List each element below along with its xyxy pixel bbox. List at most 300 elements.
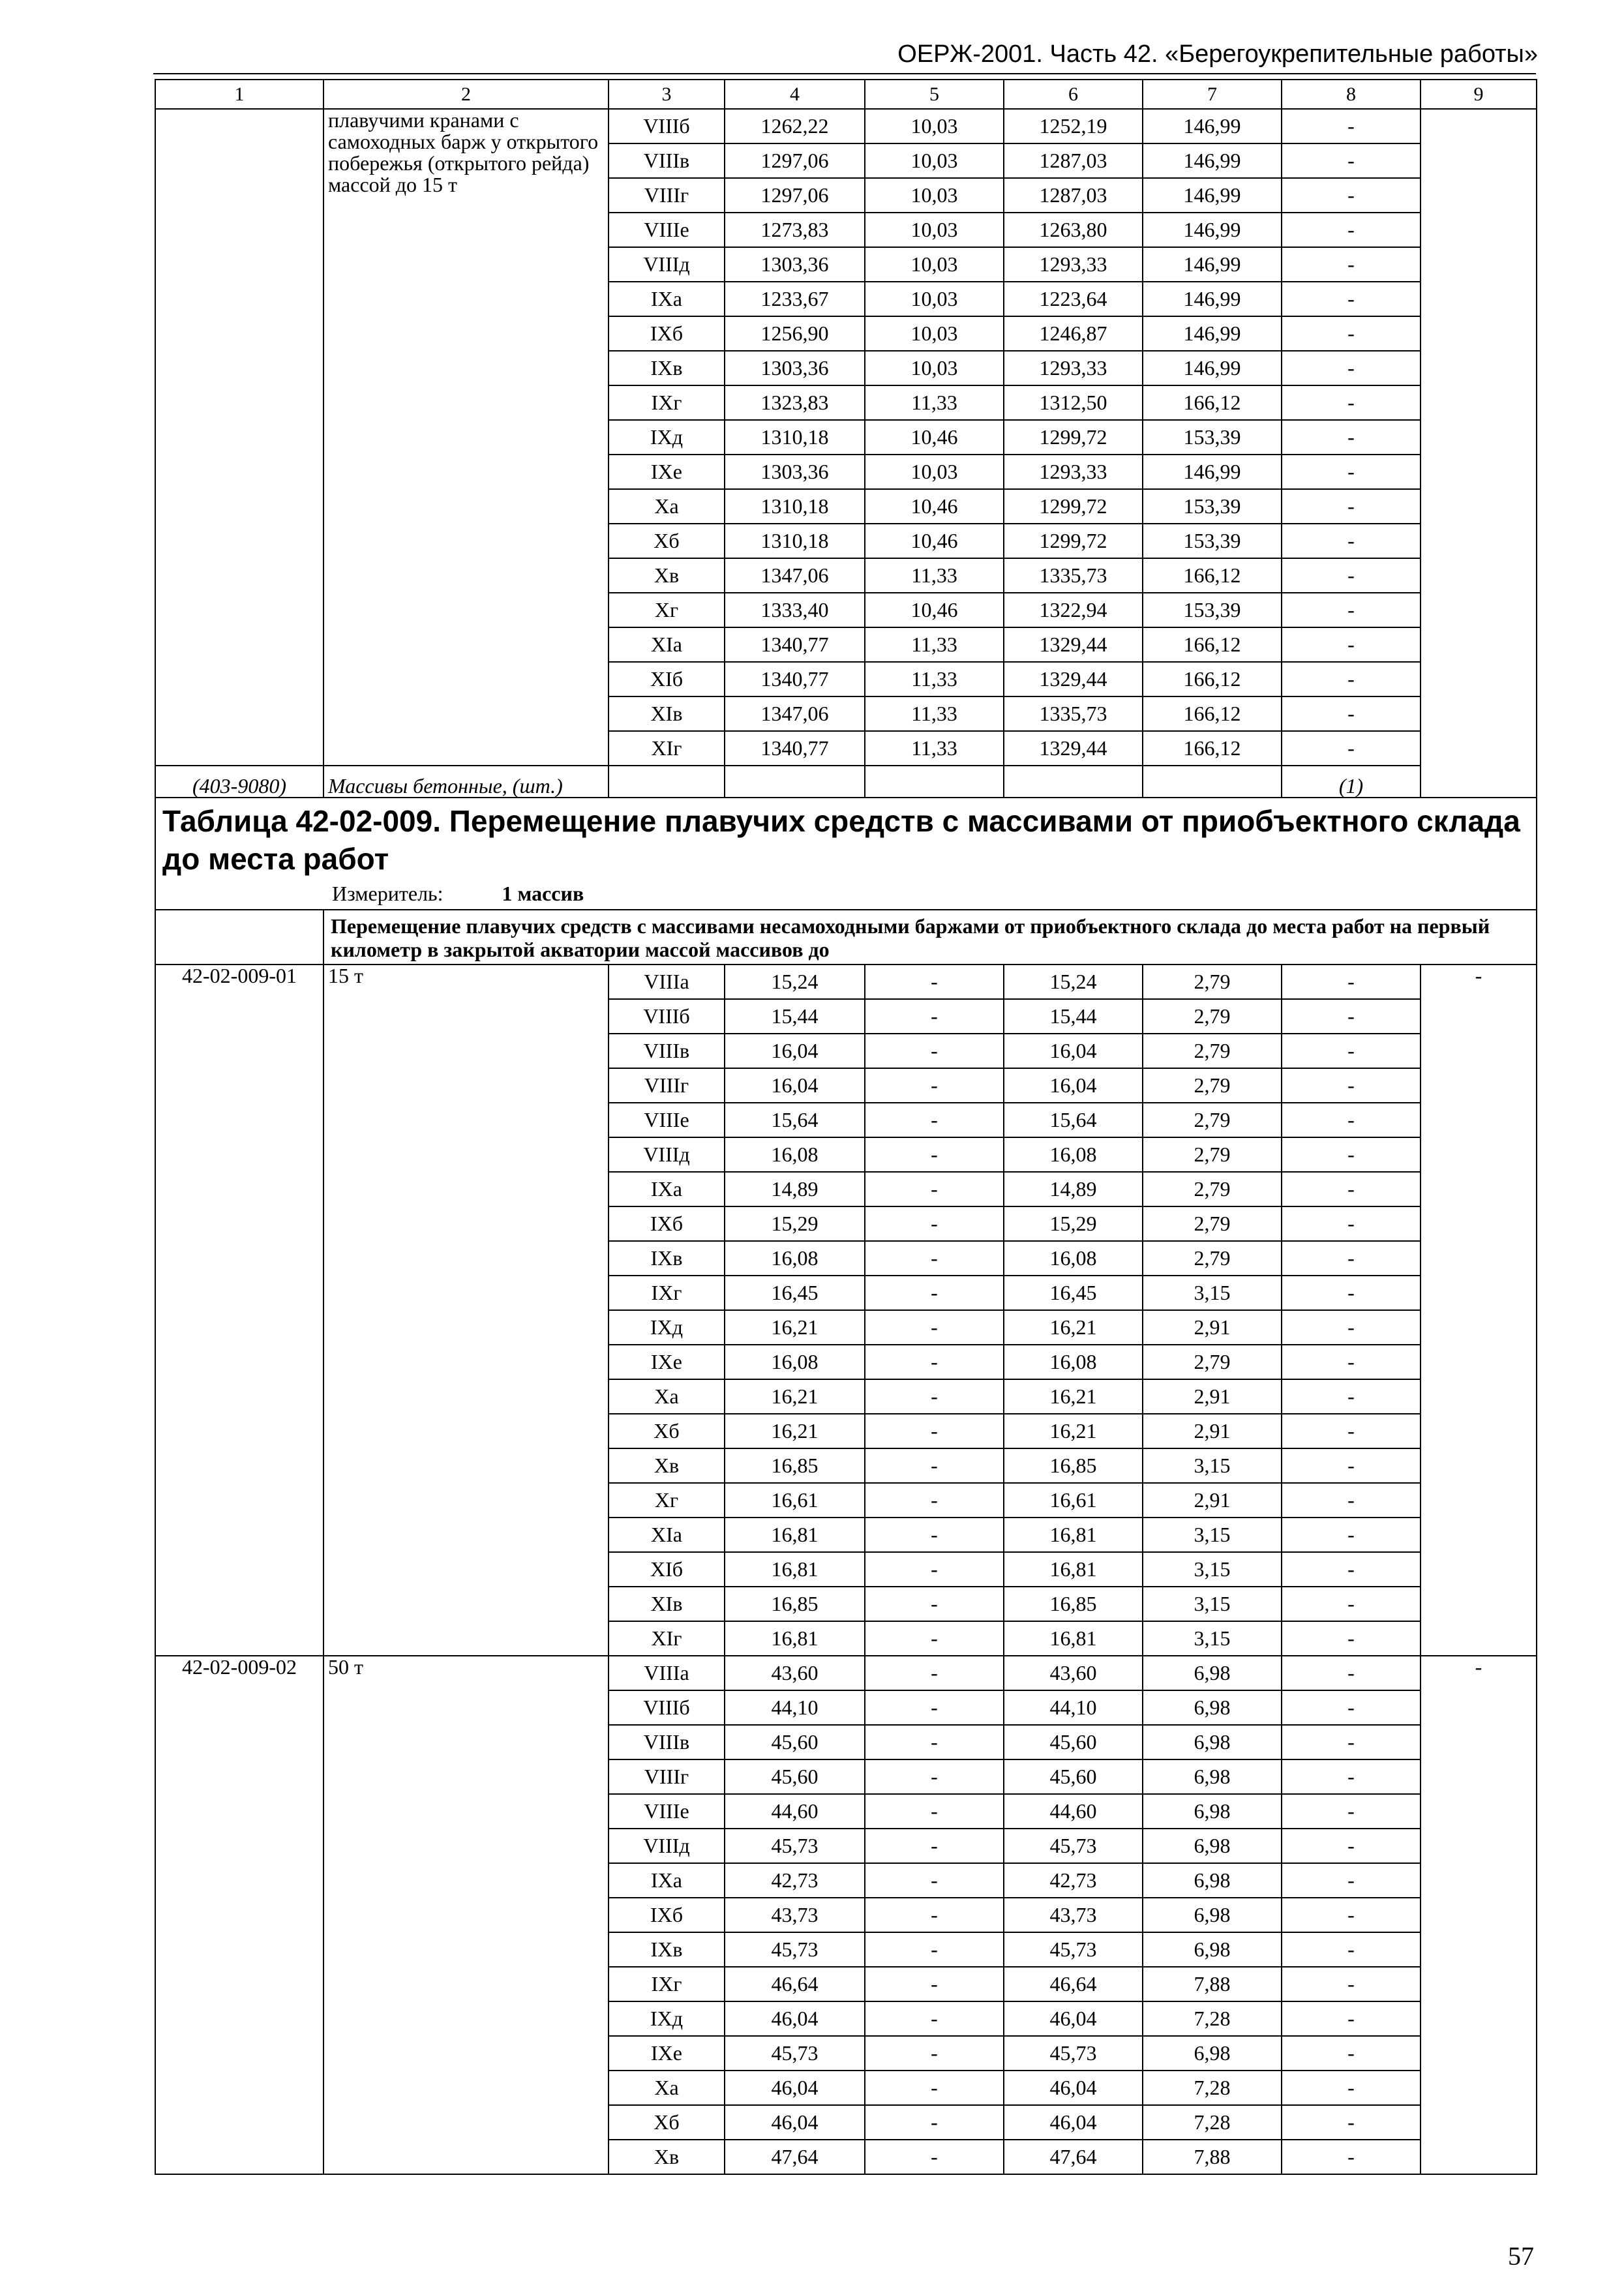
mass-cell: 50 т [323,1656,609,2174]
zone-cell: IXб [609,1898,725,1932]
resource-qty-cell: - [1282,247,1421,282]
header-rule [153,73,1536,74]
machine-costs-cell: - [865,1345,1004,1379]
resource-qty-cell: - [1282,1414,1421,1448]
resource-qty-cell: - [1282,696,1421,731]
resource-qty-cell: - [1282,1310,1421,1345]
machine-costs-cell: 10,03 [865,351,1004,385]
labor-cell: 146,99 [1143,351,1282,385]
materials-cell: 46,04 [1004,2001,1143,2036]
direct-costs-cell: 16,85 [725,1448,865,1483]
machine-costs-cell: 10,03 [865,455,1004,489]
labor-cell: 166,12 [1143,662,1282,696]
labor-cell: 2,79 [1143,1345,1282,1379]
labor-cell: 146,99 [1143,247,1282,282]
materials-cell: 16,85 [1004,1448,1143,1483]
labor-cell: 2,91 [1143,1414,1282,1448]
machine-costs-cell: 10,03 [865,282,1004,316]
labor-cell: 6,98 [1143,1898,1282,1932]
resource-qty-cell: - [1282,2105,1421,2140]
zone-cell: VIIIе [609,213,725,247]
zone-cell: VIIIб [609,109,725,143]
materials-cell: 44,60 [1004,1794,1143,1829]
machine-costs-cell: - [865,1587,1004,1621]
labor-cell: 6,98 [1143,1932,1282,1967]
zone-cell: Xб [609,1414,725,1448]
machine-costs-cell: - [865,1137,1004,1172]
zone-cell: Xа [609,1379,725,1414]
resource-qty-cell: - [1282,731,1421,766]
materials-cell: 16,61 [1004,1483,1143,1518]
zone-cell: IXв [609,351,725,385]
direct-costs-cell: 44,60 [725,1794,865,1829]
machine-costs-cell: 10,46 [865,489,1004,524]
resource-qty-cell: - [1282,1172,1421,1206]
resource-qty-cell: - [1282,524,1421,558]
zone-cell: VIIIг [609,1068,725,1103]
column-number: 6 [1004,80,1143,109]
labor-cell: 166,12 [1143,731,1282,766]
machine-costs-cell: - [865,1414,1004,1448]
meter-line [162,880,1529,906]
direct-costs-cell: 46,64 [725,1967,865,2001]
resource-qty-cell: - [1282,999,1421,1034]
resource-code: (403-9080) [155,766,323,798]
labor-cell: 2,79 [1143,965,1282,999]
empty-cell [865,766,1004,798]
zone-cell: VIIIб [609,999,725,1034]
materials-cell: 1329,44 [1004,627,1143,662]
resource-qty-cell: - [1282,109,1421,143]
machine-costs-cell: 11,33 [865,627,1004,662]
zone-cell: IXа [609,1863,725,1898]
materials-cell: 1246,87 [1004,316,1143,351]
resource-qty-cell: - [1282,1829,1421,1863]
zone-cell: IXг [609,1276,725,1310]
table-row [155,109,1537,143]
materials-cell: 16,45 [1004,1276,1143,1310]
machine-costs-cell: 10,46 [865,593,1004,627]
column-number: 7 [1143,80,1282,109]
labor-cell: 166,12 [1143,558,1282,593]
materials-cell: 14,89 [1004,1172,1143,1206]
zone-cell: Xв [609,558,725,593]
materials-cell: 43,73 [1004,1898,1143,1932]
materials-cell: 1299,72 [1004,489,1143,524]
labor-cell: 146,99 [1143,213,1282,247]
direct-costs-cell: 16,08 [725,1345,865,1379]
materials-cell: 45,73 [1004,2036,1143,2071]
direct-costs-cell: 1303,36 [725,247,865,282]
materials-cell: 16,21 [1004,1379,1143,1414]
labor-cell: 7,28 [1143,2105,1282,2140]
labor-cell: 146,99 [1143,316,1282,351]
labor-cell: 6,98 [1143,1863,1282,1898]
column-number: 9 [1421,80,1537,109]
machine-costs-cell: 10,03 [865,213,1004,247]
labor-cell: 2,79 [1143,1034,1282,1068]
resource-qty-cell: - [1282,1518,1421,1552]
labor-cell: 6,98 [1143,1656,1282,1690]
zone-cell: VIIIв [609,1725,725,1759]
labor-cell: 153,39 [1143,420,1282,455]
resource-qty-cell: - [1282,1587,1421,1621]
machine-costs-cell: 11,33 [865,696,1004,731]
machine-costs-cell: - [865,1034,1004,1068]
zone-cell: IXб [609,1206,725,1241]
direct-costs-cell: 42,73 [725,1863,865,1898]
machine-costs-cell: - [865,2071,1004,2105]
zone-cell: IXг [609,385,725,420]
rates-table-body [155,80,1537,2174]
labor-cell: 6,98 [1143,1725,1282,1759]
labor-cell: 2,79 [1143,1206,1282,1241]
materials-cell: 16,04 [1004,1068,1143,1103]
machine-costs-cell: - [865,1310,1004,1345]
materials-cell: 45,73 [1004,1829,1143,1863]
machine-costs-cell: - [865,1068,1004,1103]
empty-cell [155,910,323,965]
machine-costs-cell: - [865,1656,1004,1690]
zone-cell: IXг [609,1967,725,2001]
resource-qty-cell: - [1282,1656,1421,1690]
materials-cell: 16,21 [1004,1310,1143,1345]
labor-cell: 6,98 [1143,2036,1282,2071]
materials-cell: 16,81 [1004,1552,1143,1587]
machine-costs-cell: 11,33 [865,731,1004,766]
resource-qty-cell: - [1282,1794,1421,1829]
zone-cell: VIIIд [609,247,725,282]
labor-cell: 2,91 [1143,1310,1282,1345]
materials-cell: 46,64 [1004,1967,1143,2001]
materials-cell: 42,73 [1004,1863,1143,1898]
zone-cell: IXд [609,1310,725,1345]
direct-costs-cell: 45,60 [725,1759,865,1794]
materials-cell: 15,44 [1004,999,1143,1034]
page-number: 57 [1508,2241,1534,2271]
direct-costs-cell: 1303,36 [725,455,865,489]
zone-cell: VIIIе [609,1794,725,1829]
machine-costs-cell: - [865,1172,1004,1206]
direct-costs-cell: 1310,18 [725,524,865,558]
machine-costs-cell: - [865,2140,1004,2174]
materials-cell: 1252,19 [1004,109,1143,143]
direct-costs-cell: 16,04 [725,1068,865,1103]
machine-costs-cell: - [865,1621,1004,1656]
zone-cell: Xг [609,593,725,627]
direct-costs-cell: 1310,18 [725,420,865,455]
labor-cell: 166,12 [1143,627,1282,662]
resource-qty-cell: - [1282,627,1421,662]
zone-cell: XIб [609,1552,725,1587]
materials-cell: 47,64 [1004,2140,1143,2174]
materials-cell: 16,08 [1004,1345,1143,1379]
materials-cell: 1263,80 [1004,213,1143,247]
materials-cell: 15,29 [1004,1206,1143,1241]
resource-qty-cell: - [1282,965,1421,999]
labor-cell: 2,79 [1143,999,1282,1034]
direct-costs-cell: 1233,67 [725,282,865,316]
zone-cell: VIIIа [609,1656,725,1690]
zone-cell: IXа [609,1172,725,1206]
zone-cell: VIIIа [609,965,725,999]
machine-costs-cell: 10,03 [865,109,1004,143]
materials-cell: 45,60 [1004,1725,1143,1759]
zone-cell: VIIIд [609,1137,725,1172]
column-number: 4 [725,80,865,109]
materials-cell: 45,73 [1004,1932,1143,1967]
resource-qty-cell: - [1282,2140,1421,2174]
machine-costs-cell: - [865,1725,1004,1759]
machine-costs-cell: - [865,1206,1004,1241]
direct-costs-cell: 16,08 [725,1241,865,1276]
machine-costs-cell: - [865,2036,1004,2071]
zone-cell: Xа [609,2071,725,2105]
column-number: 5 [865,80,1004,109]
direct-costs-cell: 16,81 [725,1552,865,1587]
labor-cell: 3,15 [1143,1587,1282,1621]
resource-qty-cell: - [1282,662,1421,696]
labor-cell: 146,99 [1143,455,1282,489]
direct-costs-cell: 46,04 [725,2001,865,2036]
zone-cell: Xв [609,2140,725,2174]
resource-qty-cell: - [1282,1379,1421,1414]
labor-cell: 7,88 [1143,1967,1282,2001]
resource-qty-cell: - [1282,1621,1421,1656]
materials-cell: 1293,33 [1004,351,1143,385]
direct-costs-cell: 47,64 [725,2140,865,2174]
resource-qty-cell: - [1282,1967,1421,2001]
resource-qty-cell: - [1282,385,1421,420]
direct-costs-cell: 1310,18 [725,489,865,524]
materials-cell: 16,21 [1004,1414,1143,1448]
zone-cell: IXв [609,1932,725,1967]
direct-costs-cell: 16,21 [725,1310,865,1345]
direct-costs-cell: 16,85 [725,1587,865,1621]
machine-costs-cell: 10,46 [865,524,1004,558]
rates-table [155,79,1537,2175]
materials-cell: 46,04 [1004,2105,1143,2140]
materials-cell: 16,81 [1004,1518,1143,1552]
materials-cell: 16,08 [1004,1137,1143,1172]
labor-cell: 2,91 [1143,1379,1282,1414]
zone-cell: IXе [609,455,725,489]
zone-cell: Xб [609,2105,725,2140]
materials-cell: 15,24 [1004,965,1143,999]
direct-costs-cell: 16,61 [725,1483,865,1518]
direct-costs-cell: 15,44 [725,999,865,1034]
materials-cell: 1329,44 [1004,731,1143,766]
resource-qty-cell: - [1282,1863,1421,1898]
machine-costs-cell: - [865,999,1004,1034]
materials-cell: 16,85 [1004,1587,1143,1621]
labor-cell: 3,15 [1143,1518,1282,1552]
machine-costs-cell: - [865,1518,1004,1552]
machine-costs-cell: - [865,1794,1004,1829]
machine-costs-cell: 11,33 [865,385,1004,420]
mass-cell: 15 т [323,965,609,1656]
zone-cell: XIг [609,731,725,766]
direct-costs-cell: 15,24 [725,965,865,999]
table-title: Таблица 42-02-009. Перемещение плавучих средств с массивами от приобъектного склада до места работ [162,804,1520,876]
resource-qty-cell: - [1282,1241,1421,1276]
zone-cell: VIIIв [609,1034,725,1068]
resource-qty-cell: - [1282,455,1421,489]
column-number: 1 [155,80,323,109]
labor-cell: 146,99 [1143,178,1282,213]
direct-costs-cell: 1340,77 [725,662,865,696]
machine-costs-cell: - [865,1898,1004,1932]
labor-cell: 3,15 [1143,1448,1282,1483]
resource-qty-cell: - [1282,1932,1421,1967]
column-number-row [155,80,1537,109]
resource-qty-cell: - [1282,1137,1421,1172]
labor-cell: 146,99 [1143,282,1282,316]
labor-cell: 6,98 [1143,1794,1282,1829]
machine-costs-cell: - [865,1448,1004,1483]
direct-costs-cell: 45,60 [725,1725,865,1759]
direct-costs-cell: 43,60 [725,1656,865,1690]
empty-cell [725,766,865,798]
norm-code: 42-02-009-02 [155,1656,323,2174]
subcaption-row [155,910,1537,965]
resource-qty-cell: - [1282,2036,1421,2071]
machine-costs-cell: - [865,2105,1004,2140]
labor-cell: 6,98 [1143,1690,1282,1725]
materials-cell: 1293,33 [1004,247,1143,282]
resource-qty-cell: - [1282,1448,1421,1483]
col9-cell [1421,109,1537,798]
machine-costs-cell: - [865,1379,1004,1414]
materials-cell: 16,04 [1004,1034,1143,1068]
machine-costs-cell: - [865,1863,1004,1898]
resource-qty-cell: - [1282,2071,1421,2105]
resource-qty-cell: - [1282,1898,1421,1932]
resource-qty-cell: - [1282,1690,1421,1725]
code-cell [155,109,323,766]
table-row [155,965,1537,999]
labor-cell: 2,79 [1143,1068,1282,1103]
machine-costs-cell: - [865,2001,1004,2036]
direct-costs-cell: 45,73 [725,2036,865,2071]
resource-qty-cell: - [1282,1725,1421,1759]
table-title-row [155,798,1537,910]
column-number: 8 [1282,80,1421,109]
materials-cell: 1293,33 [1004,455,1143,489]
materials-cell: 1287,03 [1004,143,1143,178]
materials-cell: 1335,73 [1004,558,1143,593]
labor-cell: 3,15 [1143,1621,1282,1656]
labor-cell: 2,79 [1143,1103,1282,1137]
resource-name: Массивы бетонные, (шт.) [323,766,609,798]
resource-row [155,766,1537,798]
machine-costs-cell: 10,03 [865,247,1004,282]
materials-cell: 16,08 [1004,1241,1143,1276]
direct-costs-cell: 15,64 [725,1103,865,1137]
direct-costs-cell: 1347,06 [725,558,865,593]
machine-costs-cell: - [865,1241,1004,1276]
direct-costs-cell: 1340,77 [725,731,865,766]
zone-cell: IXд [609,420,725,455]
direct-costs-cell: 44,10 [725,1690,865,1725]
materials-cell: 15,64 [1004,1103,1143,1137]
zone-cell: Xб [609,524,725,558]
resource-qty-cell: - [1282,1206,1421,1241]
direct-costs-cell: 1340,77 [725,627,865,662]
labor-cell: 3,15 [1143,1276,1282,1310]
direct-costs-cell: 16,21 [725,1414,865,1448]
machine-costs-cell: 10,03 [865,178,1004,213]
resource-qty-cell: - [1282,593,1421,627]
labor-cell: 146,99 [1143,109,1282,143]
labor-cell: 6,98 [1143,1759,1282,1794]
resource-qty: (1) [1282,766,1421,798]
labor-cell: 153,39 [1143,489,1282,524]
running-header: ОЕРЖ-2001. Часть 42. «Берегоукрепительные работы» [897,40,1538,68]
zone-cell: VIIIд [609,1829,725,1863]
resource-qty-cell: - [1282,1034,1421,1068]
resource-qty-cell: - [1282,2001,1421,2036]
direct-costs-cell: 1297,06 [725,178,865,213]
zone-cell: XIв [609,1587,725,1621]
machine-costs-cell: - [865,1276,1004,1310]
resource-qty-cell: - [1282,1345,1421,1379]
resource-qty-cell: - [1282,489,1421,524]
resource-qty-cell: - [1282,1483,1421,1518]
zone-cell: XIг [609,1621,725,1656]
zone-cell: IXд [609,2001,725,2036]
resource-qty-cell: - [1282,1759,1421,1794]
materials-cell: 1287,03 [1004,178,1143,213]
direct-costs-cell: 14,89 [725,1172,865,1206]
materials-cell: 43,60 [1004,1656,1143,1690]
zone-cell: VIIIг [609,178,725,213]
direct-costs-cell: 45,73 [725,1932,865,1967]
materials-cell: 1312,50 [1004,385,1143,420]
labor-cell: 166,12 [1143,696,1282,731]
resource-qty-cell: - [1282,1276,1421,1310]
materials-cell: 1223,64 [1004,282,1143,316]
direct-costs-cell: 1347,06 [725,696,865,731]
resource-qty-cell: - [1282,213,1421,247]
direct-costs-cell: 46,04 [725,2105,865,2140]
direct-costs-cell: 1323,83 [725,385,865,420]
materials-cell: 1299,72 [1004,420,1143,455]
machine-costs-cell: 10,03 [865,143,1004,178]
materials-cell: 1329,44 [1004,662,1143,696]
zone-cell: XIа [609,1518,725,1552]
empty-cell [609,766,725,798]
column-number: 2 [323,80,609,109]
zone-cell: IXв [609,1241,725,1276]
resource-qty-cell: - [1282,282,1421,316]
labor-cell: 7,28 [1143,2071,1282,2105]
direct-costs-cell: 16,81 [725,1621,865,1656]
meter-unit: 1 массив [502,882,584,905]
machine-costs-cell: 10,03 [865,316,1004,351]
direct-costs-cell: 1303,36 [725,351,865,385]
labor-cell: 146,99 [1143,143,1282,178]
subcaption: Перемещение плавучих средств с массивами несамоходными баржами от приобъектного склада до места работ на первый километр в закрытой акватории массой массивов до [323,910,1537,965]
materials-cell: 1335,73 [1004,696,1143,731]
col9-cell: - [1421,1656,1537,2174]
column-number: 3 [609,80,725,109]
direct-costs-cell: 15,29 [725,1206,865,1241]
resource-qty-cell: - [1282,1103,1421,1137]
machine-costs-cell: - [865,1829,1004,1863]
zone-cell: VIIIг [609,1759,725,1794]
direct-costs-cell: 16,04 [725,1034,865,1068]
